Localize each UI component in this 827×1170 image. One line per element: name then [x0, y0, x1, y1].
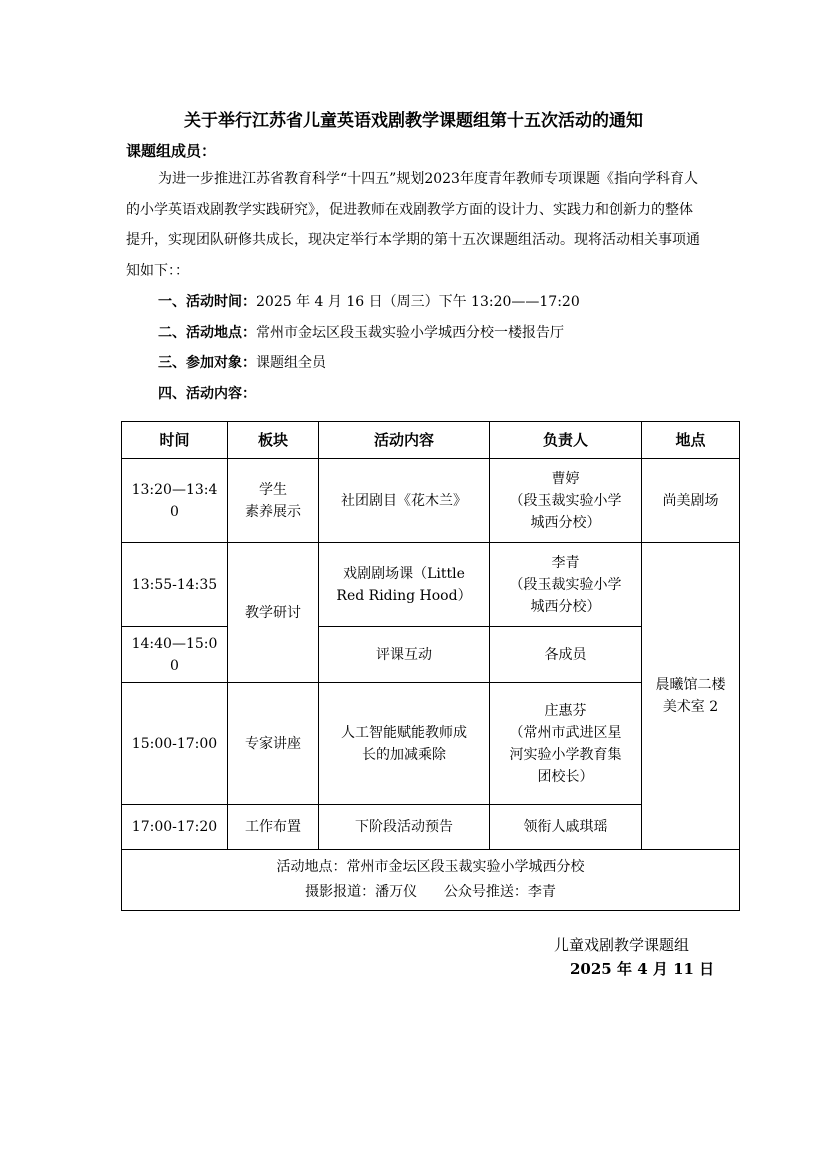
- footer-location: 活动地点：常州市金坛区段玉裁实验小学城西分校: [276, 859, 585, 875]
- cell-content: 下阶段活动预告: [319, 805, 490, 850]
- cell-person: 领衔人戚琪瑶: [490, 805, 642, 850]
- intro-paragraph: [126, 164, 706, 286]
- cell-section: 学生 素养展示: [228, 459, 319, 543]
- item-location-value: 常州市金坛区段玉裁实验小学城西分校一楼报告厅: [256, 325, 564, 341]
- cell-time: 15:00-17:00: [122, 683, 228, 805]
- cell-time: 17:00-17:20: [122, 805, 228, 850]
- item-participants: [158, 352, 326, 372]
- header-place: 地点: [642, 422, 740, 459]
- table-footer-row: [122, 850, 740, 911]
- header-section: 板块: [228, 422, 319, 459]
- item-participants-value: 课题组全员: [256, 355, 326, 371]
- table-row: [122, 543, 740, 627]
- cell-section: 专家讲座: [228, 683, 319, 805]
- signature-date: 2025 年 4 月 11 日: [570, 960, 715, 978]
- cell-place: 尚美剧场: [642, 459, 740, 543]
- item-time-label: 一、活动时间：: [158, 294, 256, 310]
- schedule-table: [121, 421, 740, 911]
- cell-content: 戏剧剧场课（Little Red Riding Hood）: [319, 543, 490, 627]
- cell-section: 教学研讨: [228, 543, 319, 683]
- table-footer: [122, 850, 740, 911]
- cell-content: 社团剧目《花木兰》: [319, 459, 490, 543]
- cell-content: 评课互动: [319, 627, 490, 683]
- item-time-value: 2025 年 4 月 16 日（周三）下午 13:20——17:20: [256, 294, 580, 310]
- cell-time: 13:20—13:4 0: [122, 459, 228, 543]
- cell-section: 工作布置: [228, 805, 319, 850]
- signature-org: 儿童戏剧教学课题组: [554, 936, 690, 954]
- item-time: [158, 291, 580, 311]
- footer-credits: 摄影报道：潘万仪 公众号推送：李青: [305, 884, 556, 900]
- item-location: [158, 322, 564, 342]
- cell-person: 庄惠芬 （常州市武进区星 河实验小学教育集 团校长）: [490, 683, 642, 805]
- document-title: 关于举行江苏省儿童英语戏剧教学课题组第十五次活动的通知: [184, 111, 643, 131]
- table-row: [122, 459, 740, 543]
- item-participants-label: 三、参加对象：: [158, 355, 256, 371]
- intro-text: 为进一步推进江苏省教育科学“十四五”规划2023年度青年教师专项课题《指向学科育人的小学英语戏剧教学实践研究》，促进教师在戏剧教学方面的设计力、实践力和创新力的整体提升，实现团队研修共成长，现决定举行本学期的第十五次课题组活动。现将活动相关事项通知如下：：: [126, 171, 700, 279]
- cell-content: 人工智能赋能教师成 长的加减乘除: [319, 683, 490, 805]
- cell-person: 曹婷 （段玉裁实验小学 城西分校）: [490, 459, 642, 543]
- header-person: 负责人: [490, 422, 642, 459]
- item-content-label: 四、活动内容：: [158, 386, 256, 402]
- cell-person: 李青 （段玉裁实验小学 城西分校）: [490, 543, 642, 627]
- cell-person: 各成员: [490, 627, 642, 683]
- cell-time: 13:55-14:35: [122, 543, 228, 627]
- salutation: 课题组成员：: [126, 142, 217, 160]
- table-header-row: [122, 422, 740, 459]
- item-location-label: 二、活动地点：: [158, 325, 256, 341]
- item-content: [158, 383, 256, 403]
- header-time: 时间: [122, 422, 228, 459]
- cell-time: 14:40—15:0 0: [122, 627, 228, 683]
- header-content: 活动内容: [319, 422, 490, 459]
- cell-place: 晨曦馆二楼 美术室 2: [642, 543, 740, 850]
